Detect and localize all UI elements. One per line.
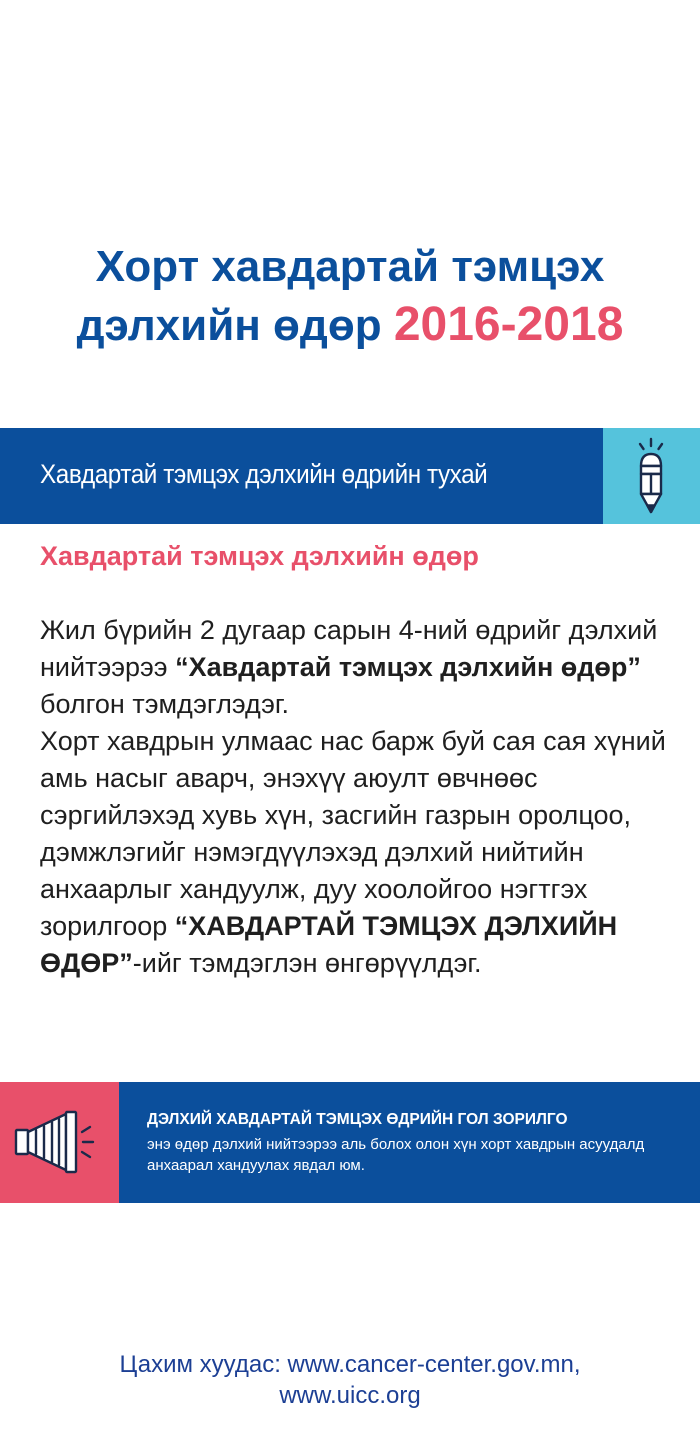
title-line-2-text: дэлхийн өдөр	[76, 301, 382, 350]
body-paragraph	[40, 612, 680, 982]
footer	[0, 1349, 700, 1411]
section-banner-icon-box	[603, 428, 700, 524]
paragraph-2-text: Хорт хавдрын улмаас нас барж буй сая сая хүний амь насыг аварч, энэхүү аюулт өвчнөөс сэргийлэхэд хувь хүн, засгийн газрын оролцоо, дэмжлэгийг нэмэгдүүлэхэд дэлхий нийтийн анхаарлыг хандуулж, дуу хоолойгоо нэгтгэх зорилгоор	[40, 726, 666, 941]
title-line-1: Хорт хавдартай тэмцэх	[95, 242, 605, 291]
goal-description: энэ өдөр дэлхий нийтээрээ аль болох олон хүн хорт хавдрын асуудалд анхаарал хандуулах явдал юм.	[147, 1136, 645, 1174]
paragraph-1-text: Жил бүрийн 2 дугаар сарын 4-ний өдрийг дэлхий нийтээрээ	[40, 615, 658, 682]
goal-title: ДЭЛХИЙ ХАВДАРТАЙ ТЭМЦЭХ ӨДРИЙН ГОЛ ЗОРИЛГО	[147, 1111, 568, 1128]
goal-panel	[119, 1082, 700, 1203]
paragraph-1-emphasis: “Хавдартай тэмцэх дэлхийн өдөр”	[175, 652, 641, 682]
title-year: 2016-2018	[393, 298, 624, 351]
pencil-icon	[625, 436, 677, 516]
section-banner-label: Хавдартай тэмцэх дэлхийн өдрийн тухай	[40, 459, 488, 489]
paragraph-1-end: болгон тэмдэглэдэг.	[40, 689, 289, 719]
section-subtitle: Хавдартай тэмцэх дэлхийн өдөр	[40, 541, 479, 571]
page-title	[0, 238, 700, 355]
section-banner	[0, 428, 603, 524]
paragraph-2-emphasis: “ХАВДАРТАЙ ТЭМЦЭХ ДЭЛХИЙН ӨДӨР”	[40, 911, 618, 978]
footer-website-line: Цахим хуудас: www.cancer-center.gov.mn,	[119, 1351, 581, 1378]
goal-icon-box	[0, 1082, 119, 1203]
megaphone-icon	[14, 1110, 106, 1174]
footer-uicc-line: www.uicc.org	[279, 1382, 421, 1409]
paragraph-2-end: -ийг тэмдэглэн өнгөрүүлдэг.	[132, 948, 482, 978]
title-line-2	[0, 296, 700, 355]
